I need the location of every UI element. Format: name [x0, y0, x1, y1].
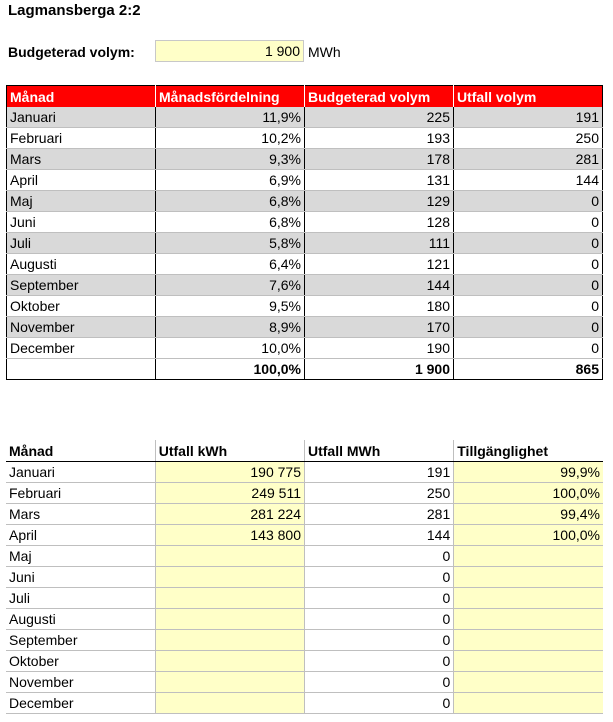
month-cell[interactable]: Mars	[6, 504, 155, 525]
outcome-mwh-cell[interactable]: 0	[305, 567, 454, 588]
table-header-row	[6, 440, 603, 462]
table-row	[6, 462, 603, 483]
availability-cell[interactable]	[454, 651, 603, 672]
outcome-volume-cell[interactable]: 0	[454, 296, 603, 317]
availability-cell[interactable]: 99,9%	[454, 462, 603, 483]
total-budget-cell[interactable]: 1 900	[305, 359, 454, 380]
table-row	[6, 546, 603, 567]
outcome-mwh-cell[interactable]: 0	[305, 651, 454, 672]
outcome-volume-cell[interactable]: 0	[454, 275, 603, 296]
outcome-mwh-cell[interactable]: 281	[305, 504, 454, 525]
outcome-kwh-cell[interactable]	[155, 672, 304, 693]
table-row	[6, 672, 603, 693]
outcome-mwh-cell[interactable]: 0	[305, 693, 454, 714]
availability-cell[interactable]	[454, 672, 603, 693]
budget-volume-cell[interactable]: 129	[305, 191, 454, 212]
distribution-cell[interactable]: 7,6%	[156, 275, 305, 296]
table-row	[7, 317, 603, 338]
month-cell[interactable]: November	[6, 672, 155, 693]
table-row	[6, 651, 603, 672]
outcome-kwh-cell[interactable]: 143 800	[155, 525, 304, 546]
budget-volume-cell[interactable]: 178	[305, 149, 454, 170]
distribution-cell[interactable]: 9,5%	[156, 296, 305, 317]
distribution-cell[interactable]: 9,3%	[156, 149, 305, 170]
total-outcome-cell[interactable]: 865	[454, 359, 603, 380]
month-cell[interactable]: September	[7, 275, 156, 296]
outcome-volume-cell[interactable]: 0	[454, 338, 603, 359]
month-cell[interactable]: Maj	[7, 191, 156, 212]
availability-cell[interactable]	[454, 630, 603, 651]
month-cell[interactable]: April	[7, 170, 156, 191]
outcome-volume-cell[interactable]: 0	[454, 317, 603, 338]
distribution-cell[interactable]: 6,8%	[156, 191, 305, 212]
outcome-mwh-cell[interactable]: 0	[305, 588, 454, 609]
table-row	[7, 254, 603, 275]
month-cell[interactable]: Februari	[7, 128, 156, 149]
outcome-kwh-cell[interactable]	[155, 546, 304, 567]
header-outcome-kwh: Utfall kWh	[155, 440, 304, 462]
budget-volume-cell[interactable]: 193	[305, 128, 454, 149]
sheet-title: Lagmansberga 2:2	[8, 2, 141, 19]
distribution-cell[interactable]: 6,8%	[156, 212, 305, 233]
table-row	[7, 296, 603, 317]
distribution-cell[interactable]: 11,9%	[156, 107, 305, 128]
outcome-kwh-cell[interactable]	[155, 567, 304, 588]
table-row	[7, 128, 603, 149]
header-availability: Tillgänglighet	[454, 440, 603, 462]
availability-cell[interactable]: 100,0%	[454, 525, 603, 546]
month-cell[interactable]: Juli	[6, 588, 155, 609]
month-cell[interactable]: Mars	[7, 149, 156, 170]
budget-volume-cell[interactable]: 131	[305, 170, 454, 191]
outcome-mwh-cell[interactable]: 144	[305, 525, 454, 546]
month-cell[interactable]: September	[6, 630, 155, 651]
distribution-cell[interactable]: 8,9%	[156, 317, 305, 338]
table-row	[6, 567, 603, 588]
outcome-kwh-cell[interactable]	[155, 693, 304, 714]
table-row	[7, 212, 603, 233]
table-row	[6, 504, 603, 525]
month-cell[interactable]: Juni	[7, 212, 156, 233]
monthly-distribution-table	[6, 85, 603, 380]
outcome-mwh-cell[interactable]: 0	[305, 630, 454, 651]
outcome-volume-cell[interactable]: 250	[454, 128, 603, 149]
header-budget-volume: Budgeterad volym	[305, 86, 454, 108]
availability-cell[interactable]	[454, 567, 603, 588]
outcome-volume-cell[interactable]: 144	[454, 170, 603, 191]
month-cell[interactable]: Januari	[7, 107, 156, 128]
distribution-cell[interactable]: 10,0%	[156, 338, 305, 359]
budget-volume-cell[interactable]: 128	[305, 212, 454, 233]
header-monthly-distribution: Månadsfördelning	[156, 86, 305, 108]
availability-cell[interactable]	[454, 609, 603, 630]
month-cell[interactable]: Augusti	[7, 254, 156, 275]
outcome-kwh-cell[interactable]	[155, 609, 304, 630]
month-cell[interactable]: Oktober	[7, 296, 156, 317]
budget-volume-cell[interactable]: 170	[305, 317, 454, 338]
availability-cell[interactable]	[454, 693, 603, 714]
outcome-volume-cell[interactable]: 0	[454, 191, 603, 212]
total-label-cell[interactable]	[7, 359, 156, 380]
budget-volume-cell[interactable]: 180	[305, 296, 454, 317]
budget-volume-unit: MWh	[308, 44, 341, 60]
month-cell[interactable]: Oktober	[6, 651, 155, 672]
outcome-mwh-cell[interactable]: 191	[305, 462, 454, 483]
table-row	[7, 338, 603, 359]
month-cell[interactable]: Augusti	[6, 609, 155, 630]
table-row	[7, 275, 603, 296]
outcome-kwh-cell[interactable]: 249 511	[155, 483, 304, 504]
month-cell[interactable]: December	[7, 338, 156, 359]
table-row	[6, 693, 603, 714]
outcome-kwh-cell[interactable]: 190 775	[155, 462, 304, 483]
table-row	[7, 233, 603, 254]
outcome-kwh-cell[interactable]: 281 224	[155, 504, 304, 525]
table-header-row	[7, 86, 603, 108]
month-cell[interactable]: April	[6, 525, 155, 546]
distribution-cell[interactable]: 6,4%	[156, 254, 305, 275]
table-row	[7, 191, 603, 212]
header-outcome-volume: Utfall volym	[454, 86, 603, 108]
outcome-table	[6, 440, 603, 714]
outcome-volume-cell[interactable]: 191	[454, 107, 603, 128]
outcome-mwh-cell[interactable]: 0	[305, 672, 454, 693]
month-cell[interactable]: Februari	[6, 483, 155, 504]
total-distribution-cell[interactable]: 100,0%	[156, 359, 305, 380]
budget-volume-input[interactable]: 1 900	[155, 40, 304, 62]
outcome-mwh-cell[interactable]: 0	[305, 609, 454, 630]
month-cell[interactable]: Januari	[6, 462, 155, 483]
table-row	[6, 609, 603, 630]
availability-cell[interactable]	[454, 588, 603, 609]
table-row	[7, 170, 603, 191]
table-row	[7, 149, 603, 170]
month-cell[interactable]: Juli	[7, 233, 156, 254]
header-month: Månad	[7, 86, 156, 108]
table-row	[6, 588, 603, 609]
outcome-volume-cell[interactable]: 0	[454, 254, 603, 275]
header-month: Månad	[6, 440, 155, 462]
table-row	[6, 483, 603, 504]
budget-volume-cell[interactable]: 121	[305, 254, 454, 275]
table-row	[6, 525, 603, 546]
outcome-volume-cell[interactable]: 0	[454, 233, 603, 254]
distribution-cell[interactable]: 6,9%	[156, 170, 305, 191]
month-cell[interactable]: Maj	[6, 546, 155, 567]
total-row	[7, 359, 603, 380]
outcome-kwh-cell[interactable]	[155, 588, 304, 609]
budget-volume-label: Budgeterad volym:	[8, 44, 135, 60]
budget-volume-cell[interactable]: 144	[305, 275, 454, 296]
distribution-cell[interactable]: 5,8%	[156, 233, 305, 254]
outcome-volume-cell[interactable]: 281	[454, 149, 603, 170]
budget-volume-cell[interactable]: 225	[305, 107, 454, 128]
distribution-cell[interactable]: 10,2%	[156, 128, 305, 149]
budget-volume-cell[interactable]: 111	[305, 233, 454, 254]
availability-cell[interactable]: 100,0%	[454, 483, 603, 504]
outcome-volume-cell[interactable]: 0	[454, 212, 603, 233]
budget-volume-cell[interactable]: 190	[305, 338, 454, 359]
month-cell[interactable]: November	[7, 317, 156, 338]
outcome-kwh-cell[interactable]	[155, 651, 304, 672]
outcome-kwh-cell[interactable]	[155, 630, 304, 651]
table-row	[6, 630, 603, 651]
availability-cell[interactable]	[454, 546, 603, 567]
table-row	[7, 107, 603, 128]
month-cell[interactable]: December	[6, 693, 155, 714]
outcome-mwh-cell[interactable]: 250	[305, 483, 454, 504]
header-outcome-mwh: Utfall MWh	[305, 440, 454, 462]
month-cell[interactable]: Juni	[6, 567, 155, 588]
outcome-mwh-cell[interactable]: 0	[305, 546, 454, 567]
availability-cell[interactable]: 99,4%	[454, 504, 603, 525]
